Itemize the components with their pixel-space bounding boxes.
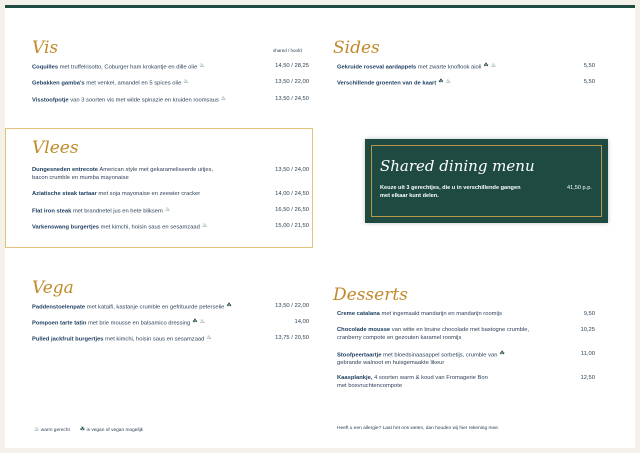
item-price: 11,00 (580, 351, 595, 357)
item-desc-2: bacon crumble en mumba mayonaise (32, 174, 129, 181)
item-price: 13,75 / 20,50 (275, 335, 309, 341)
item-name: Chocolade mousse (337, 327, 391, 333)
item-desc: met kimchi, hoisin saus en sesamzaad (105, 336, 205, 343)
section-title-vega: Vega (32, 278, 74, 298)
item-desc: met ingemaakt mandarijn en mandarijn roomijs (381, 311, 502, 317)
vegan-icon: ☘ (226, 303, 232, 309)
item-price: 13,50 / 22,00 (275, 303, 309, 309)
item-name: Creme catalana (337, 311, 380, 317)
item-name: Verschillende groenten van de kaart (337, 80, 437, 87)
item-name: Pulled jackfruit burgertjes (32, 336, 104, 343)
item-name: Paddenstoelenpate (32, 304, 86, 311)
item-price: 13,50 / 24,50 (275, 96, 309, 102)
warm-dish-icon: ♨ (490, 63, 497, 69)
menu-item (32, 223, 207, 232)
item-price: 9,50 (583, 311, 595, 317)
vegan-icon: ☘ (438, 79, 444, 85)
vegan-icon: ☘ (483, 63, 489, 69)
section-title-sides: Sides (333, 38, 380, 58)
vegan-icon: ☘ (79, 427, 86, 433)
menu-item (337, 351, 505, 367)
warm-dish-icon: ♨ (183, 79, 189, 85)
menu-item (337, 327, 529, 342)
item-desc: American style met gekarameliseerde uitjes, (99, 167, 214, 173)
item-price: 14,00 (294, 319, 309, 325)
warm-dish-icon: ♨ (206, 335, 212, 341)
menu-item (32, 319, 205, 328)
shared-dining-price: 41,50 p.p. (567, 185, 592, 191)
item-desc-2: met bosvruchtencompote (337, 382, 403, 389)
item-price: 14,00 / 24,50 (275, 191, 309, 197)
item-name: Aziatische steak tartaar (32, 191, 97, 197)
item-name: Visstoofpotje (32, 97, 69, 104)
warm-dish-icon: ♨ (34, 427, 40, 433)
item-price: 13,50 / 24,00 (275, 167, 309, 173)
item-desc: met kimchi, hoisin saus en sesamzaad (100, 224, 200, 231)
menu-page (5, 5, 635, 448)
vegan-icon: ☘ (192, 319, 198, 325)
menu-item (337, 311, 502, 319)
menu-item (32, 207, 170, 216)
item-name: Gekruide roseval aardappels (337, 64, 417, 71)
section-title-vlees: Vlees (32, 138, 79, 158)
item-name: Stoofpeertaartje (337, 352, 382, 359)
item-desc: met truffelrisotto, Coburger ham krokantje en dille olie (59, 64, 198, 71)
allergy-note: Heeft u een allergie? Laat het ons weten, dan houden wij hier rekening mee. (337, 426, 500, 431)
item-desc: van 3 soorten vis met wilde spinazie en kruiden roomsaus (70, 97, 219, 104)
item-desc: van witte en bruine chocolade met bastogne crumble, (391, 327, 530, 333)
legend-vegan-label: is vegan of vegan mogelijk (86, 427, 144, 433)
menu-item (337, 375, 488, 390)
item-price: 15,00 / 21,50 (275, 223, 309, 229)
menu-item (32, 191, 200, 199)
item-name: Kaasplankje, (337, 375, 373, 381)
item-desc: met zwarte knoflook aioli (417, 64, 482, 71)
item-price: 5,50 (583, 63, 595, 69)
item-name: Pompoen tarte tatin (32, 320, 87, 327)
legend (32, 426, 143, 433)
item-price: 5,50 (583, 79, 595, 85)
item-desc: met venkel, amandel en 5 spices olie (86, 80, 182, 87)
item-desc: met brandnetel jus en hete bliksem (72, 208, 163, 215)
menu-item (337, 79, 451, 88)
item-name: Dungesneden entrecote (32, 167, 99, 173)
warm-dish-icon: ♨ (445, 79, 452, 85)
menu-item (32, 79, 189, 88)
shared-hoofd-note: shared / hoofd (273, 48, 302, 53)
section-title-vis: Vis (32, 38, 59, 58)
item-price: 10,25 (580, 327, 595, 333)
menu-item (32, 303, 232, 312)
item-desc: met kataifi, kastanje crumble en gefrituurde peterselie (86, 304, 225, 311)
warm-dish-icon: ♨ (220, 96, 227, 102)
shared-dining-desc (380, 185, 545, 200)
item-name: Gebakken gamba's (32, 80, 85, 87)
menu-item (337, 63, 496, 72)
item-desc-2: gebrande walnoot en huisgemaakte likeur (337, 359, 445, 366)
item-name: Coquilles (32, 64, 59, 71)
menu-item (32, 335, 212, 344)
panel-border (371, 145, 602, 217)
item-desc: met brie mousse en balsamico dressing (88, 320, 191, 327)
item-name: Varkenswang burgertjes (32, 224, 100, 231)
item-price: 13,50 / 22,00 (275, 79, 309, 85)
item-price: 16,50 / 26,50 (275, 207, 309, 213)
shared-dining-title: Shared dining menu (380, 157, 535, 175)
warm-dish-icon: ♨ (199, 319, 205, 325)
item-desc-2: cranberry compote en gezouten karamel roomijs (337, 334, 462, 341)
item-price: 14,50 / 28,25 (275, 63, 309, 69)
shared-dining-panel (365, 139, 608, 223)
warm-dish-icon: ♨ (199, 63, 205, 69)
legend-warm-label: warm gerecht (40, 427, 70, 433)
vegan-icon: ☘ (499, 351, 505, 357)
warm-dish-icon: ♨ (164, 207, 171, 213)
section-title-desserts: Desserts (333, 285, 408, 305)
item-desc: 4 soorten warm & koud van Fromagerie Bon (374, 375, 488, 381)
item-name: Flat iron steak (32, 208, 72, 215)
menu-item (32, 167, 213, 182)
menu-item (32, 96, 226, 105)
item-desc: met bloedsinaasappel sorbetijs, crumble van (383, 352, 498, 359)
item-desc: met soja mayonaise en zeewier cracker (98, 191, 201, 197)
menu-item (32, 63, 205, 72)
item-price: 12,50 (580, 375, 595, 381)
shared-line-2: met elkaar kunt delen. (380, 192, 439, 199)
shared-line-1: Keuze uit 3 gerechtjes, die u in verschillende gangen (380, 185, 521, 191)
warm-dish-icon: ♨ (201, 223, 208, 229)
